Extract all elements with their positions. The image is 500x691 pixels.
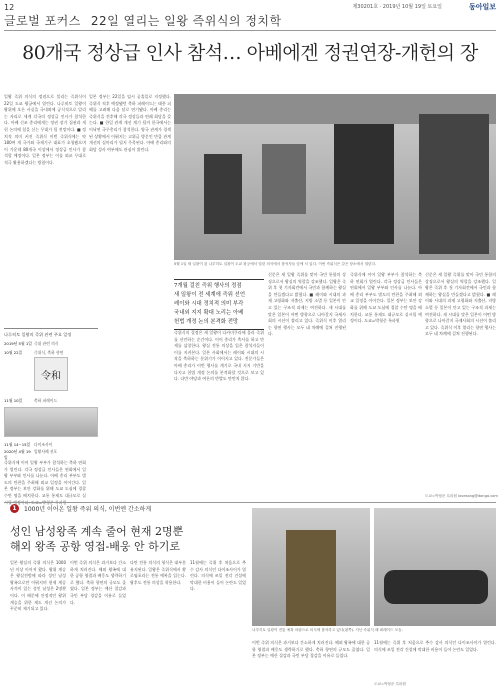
timeline-item: 10월 22일 즉위식, 축하 향연 — [4, 350, 64, 355]
story-number-badge: 1 — [10, 504, 19, 513]
photo-figure — [262, 144, 306, 214]
bottom-article-column-2: 이번 즉위 의식은 과거보다 간소하게 치러진다. 해외 왕족에 대한 공항 영접과 배웅도 생략하기로 했다. 축하 향연의 규모도 줄였다. 일본 정부는 예산 절감과 국민 부담 경감을 이유로 들었다. — [70, 560, 126, 605]
parade-car-photo — [374, 508, 496, 626]
reporter-signature: 도쿄=박형준 특파원 lovesong@donga.com — [425, 494, 498, 498]
pull-quote-line: 헌법 개정 논의 본격화 전망 — [174, 319, 239, 325]
article-column-2: 일본 정부는 22일을 임시 공휴일로 지정했다. 즉위식 직후 예정됐던 축하 퍼레이드는 태풍 피해를 고려해 다음 달로 연기됐다. 아베 총리는 즉위식을 전후해 각국 정상들과 연쇄 회담을 갖는다. ■ 한일 관계 개선 계기 될까 한국에서는 이낙연 국무총리가 참석한다. 양국 관계가 경색된 상황에서 이뤄지는 고위급 방문인 만큼 관계 개선의 실마리가 될지 주목된다. 아베 총리와의 회담 성사 여부에도 관심이 쏠린다. — [89, 94, 171, 152]
newspaper-logo: 동아일보 — [468, 3, 496, 11]
timeline-item: 2020년 4월 19일 입황사례 선포 — [4, 449, 58, 460]
timeline-photo — [4, 407, 98, 437]
pull-quote-line: 레이와 시대 정치적 의미 부각 — [174, 301, 244, 307]
photo-caption: 5월 1일 새 일왕이 된 나루히토 일왕이 도쿄 왕궁에서 열린 의식에서 참석자들 앞에 서 있다. 이번 즉위식은 같은 장소에서 열린다. — [174, 262, 377, 266]
pull-quote-rule — [174, 279, 264, 280]
issue-info: 제30201호 · 2019년 10월 19일 토요일 — [352, 4, 442, 10]
article-column-6: 신문은 새 일왕 즉위를 맞아 국민 통합의 상징으로서 왕실의 역할을 강조했다. 일왕은 즉위 후 첫 기자회견에서 국민과 함께하는 왕실을 만들겠다고 밝혔다. ■ 레이와 시대의 과제 고령화와 저출산, 지방 소멸 등 일본이 안고 있는 구조적 과제는 여전하다. 새 시대를 맞은 일본이 어떤 방향으로 나아갈지 국제사회의 시선이 쏠리고 있다. 즉위식 이후 열리는 향연 행사는 모두 네 차례에 걸쳐 진행된다. — [425, 272, 496, 337]
bottom-article-column-3: 다만 전통 의식의 형식은 대부분 유지된다. 일왕은 즉위식에서 황로염포라는 전통 예복을 입는다. 왕후도 전통 의상을 착용한다. — [130, 560, 186, 585]
photo-car — [384, 570, 488, 604]
page-header — [0, 0, 500, 30]
pull-quote-line: 새 일왕이 전 세계에 즉위 선언 — [174, 292, 246, 298]
article-column-4: 신문은 새 일왕 즉위를 맞아 국민 통합의 상징으로서 왕실의 역할을 강조했다. 일왕은 즉위 후 첫 기자회견에서 국민과 함께하는 왕실을 만들겠다고 밝혔다. ■ 레이와 시대의 과제 고령화와 저출산, 지방 소멸 등 일본이 안고 있는 구조적 과제는 여전하다. 새 시대를 맞은 일본이 어떤 방향으로 나아갈지 국제사회의 시선이 쏠리고 있다. 즉위식 이후 열리는 향연 행사는 모두 네 차례에 걸쳐 진행된다. — [268, 272, 346, 337]
timeline-box — [4, 328, 98, 460]
emperor-robe-photo — [252, 508, 370, 626]
bottom-article-column-6: 11월에는 즉위 후 처음으로 추수 감사 의식인 다이조사이가 열린다. 의식에 쓰일 전각 건설에 막대한 비용이 들어 논란도 일었다. — [374, 640, 496, 652]
article-column-3: 즉위식의 절정은 새 일왕이 다카미쿠라에 올라 즉위를 선언하는 순간이다. 이어 총리가 축사를 하고 만세를 삼창한다. 왕실 전통 의상을 입은 참석자들이 이를 지켜본다. 일본 사회에서는 레이와 시대의 시작을 축하하는 분위기가 이어지고 있다. 전문가들은 아베 총리가 이번 행사를 계기로 국내 지지 기반을 다지고 헌법 개정 논의를 본격화할 것으로 보고 있다. 다만 야당과 여론의 반발도 만만치 않다. — [174, 330, 264, 382]
header-divider — [4, 30, 496, 31]
photo-figure — [334, 124, 394, 244]
timeline-title: 나루히토 일왕의 즉위 관련 주요 일정 — [4, 332, 72, 337]
section-topic: 22일 열리는 일왕 즉위식의 정치학 — [90, 14, 282, 28]
section-name: 글로벌 포커스 — [4, 14, 81, 28]
bottom-article-column-4: 11월에는 즉위 후 처음으로 추수 감사 의식인 다이조사이가 열린다. 의식에 쓰일 전각 건설에 막대한 비용이 들어 논란도 일었다. — [190, 560, 246, 592]
timeline-item: 11월 10일 축하 퍼레이드 — [4, 398, 58, 403]
reiwa-calligraphy-image: 令和 — [34, 357, 68, 391]
bottom-divider — [4, 502, 496, 503]
bottom-article-column-5: 이번 즉위 의식은 과거보다 간소하게 치러진다. 해외 왕족에 대한 공항 영접과 배웅도 생략하기로 했다. 축하 향연의 규모도 줄였다. 일본 정부는 예산 절감과 국민 부담 경감을 이유로 들었다. — [252, 640, 370, 659]
photo-figure — [419, 114, 489, 254]
article-column-5: 즉위식에 이어 일왕 부부가 참석하는 축하 연회가 열린다. 각국 정상급 인사들은 연회에서 일왕 부부와 인사를 나눈다. 아베 총리 부부도 별도의 만찬을 주최해 외교 일정을 이어간다. 일본 정부는 보안 강화를 위해 도쿄 도심에 경찰 수만 명을 배치한다. 교통 통제도 대규모로 실시될 예정이다. 도쿄=박형준 특파원 — [350, 272, 422, 324]
bottom-photo-caption: 나루히토 일왕이 전통 예복 차림으로 의식에 참석하고 있다(왼쪽). 지난 즉위식 때 퍼레이드 모습. — [252, 628, 403, 632]
timeline-item: 2019년 5월 1일 즉위 관련 의식 — [4, 341, 59, 346]
timeline-item: 11월 14~15일 다이조사이 — [4, 442, 53, 447]
main-headline: 80개국 정상급 인사 참석… 아베에겐 정권연장-개헌의 장 — [22, 42, 478, 64]
bottom-story-kicker: 1000년 이어온 일왕 즉위 의식, 이번엔 간소하게 — [24, 506, 152, 513]
page-number: 12 — [4, 3, 15, 12]
article-column-1: 일왕 즉위 의식의 정점으로 불리는 즉위식이 22일 도쿄 왕궁에서 열린다. 나루히토 일왕이 왕위에 오른 사실을 국내외에 공식적으로 알리는 자리로 세계 각국의 정상급 인사가 참석한다. 아베 신조 총리에게는 정권 장기 집권과 개헌 논의에 힘을 싣는 무대가 될 전망이다. ■ 정치적 의미 커진 즉위식 이번 즉위식에는 약 180여 개 국가와 국제기구 대표가 초청됐으며 이 가운데 80개국 이상에서 정상급 인사가 참석할 예정이다. 일본 정부는 이를 외교 무대로 적극 활용하겠다는 방침이다. — [4, 94, 86, 165]
section-title — [4, 12, 282, 29]
pull-quote — [174, 277, 264, 332]
pull-quote-rule — [174, 329, 264, 330]
bottom-story-headline: 성인 남성왕족 계속 줄어 현재 2명뿐 해외 왕족 공항 영접-배웅 안 하기로 — [10, 525, 184, 553]
article-column-1-continued: 즉위식에 이어 일왕 부부가 참석하는 축하 연회가 열린다. 각국 정상급 인사들은 연회에서 일왕 부부와 인사를 나눈다. 아베 총리 부부도 별도의 만찬을 주최해 외교 일정을 이어간다. 일본 정부는 보안 강화를 위해 도쿄 도심에 경찰 수만 명을 배치한다. 교통 통제도 대규모로 실 — [4, 460, 86, 498]
pull-quote-line: 국내외 지지 확대 노리는 아베 — [174, 310, 244, 316]
photo-figure — [204, 154, 242, 234]
photo-figure — [286, 530, 336, 626]
pull-quote-line: 7개월 걸친 즉위 행사의 정점 — [174, 283, 242, 289]
bottom-article-column-1: 일본 왕실의 즉위 의식은 1000년 이상 이어져 왔다. 왕위 계승은 왕실전범에 따라 성인 남성 왕족으로만 이뤄지며 현재 계승 자격이 있는 성인 남성은 2명뿐이다. 이 때문에 안정적인 왕위 계승을 위한 제도 개선 논의가 꾸준히 제기되고 있다. — [10, 560, 66, 612]
enthronement-ceremony-photo — [174, 94, 496, 260]
bottom-reporter-signature: 도쿄=박형준 특파원 — [374, 682, 406, 686]
bottom-story-tag — [10, 504, 151, 513]
